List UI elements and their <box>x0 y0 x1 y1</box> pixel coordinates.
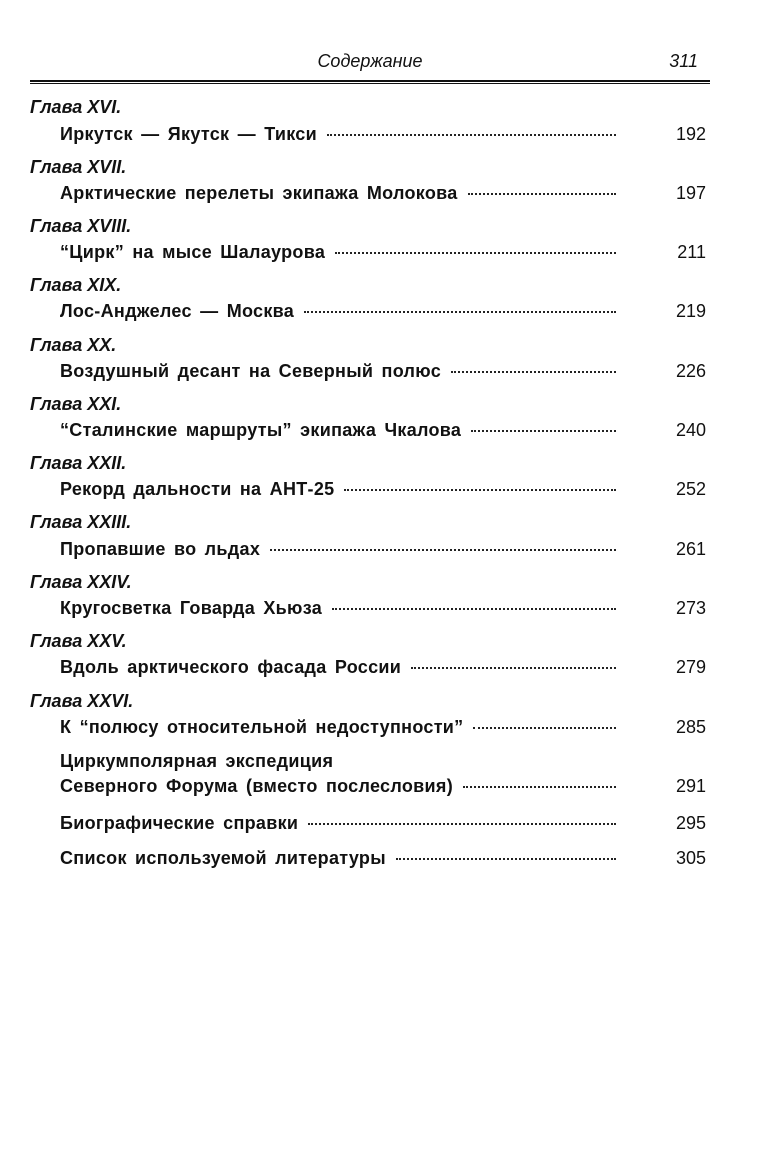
chapter-label: Глава XXVI. <box>30 691 134 711</box>
chapter-label: Глава XVII. <box>30 157 127 177</box>
page-number: 192 <box>675 124 706 144</box>
toc-entry <box>60 299 616 323</box>
page-number: 197 <box>675 183 706 203</box>
chapter-label: Глава XVI. <box>30 97 122 117</box>
header-rule <box>30 80 710 84</box>
toc-entry <box>60 181 616 205</box>
toc-entry <box>60 359 616 383</box>
toc-entry <box>60 477 616 501</box>
toc-entry <box>60 811 616 835</box>
page-number: 295 <box>675 813 706 833</box>
chapter-title: “Сталинские маршруты” экипажа Чкалова <box>60 420 462 440</box>
chapter-title: Иркутск — Якутск — Тикси <box>60 124 317 144</box>
running-title: Содержание <box>317 51 423 71</box>
chapter-label: Глава XXV. <box>30 631 127 651</box>
dot-leader <box>451 369 616 373</box>
chapter-label: Глава XX. <box>30 335 117 355</box>
chapter-title: Пропавшие во льдах <box>60 539 261 559</box>
toc-entry <box>60 655 616 679</box>
toc-entry <box>60 715 616 739</box>
page-number: 219 <box>675 301 706 321</box>
dot-leader <box>270 547 616 551</box>
page-number: 305 <box>675 848 706 868</box>
dot-leader <box>304 309 616 313</box>
chapter-label: Глава XXI. <box>30 394 122 414</box>
toc-entry <box>60 240 616 264</box>
chapter-label: Глава XXIII. <box>30 512 132 532</box>
chapter-label: Глава XIX. <box>30 275 122 295</box>
page-number: 226 <box>675 361 706 381</box>
chapter-title: Воздушный десант на Северный полюс <box>60 361 442 381</box>
dot-leader <box>327 132 616 136</box>
chapter-title: К “полюсу относительной недоступности” <box>60 717 464 737</box>
toc-entry <box>60 846 616 870</box>
folio-page-number: 311 <box>669 51 698 71</box>
afterword-title-line-1: Циркумполярная экспедиция <box>60 751 334 771</box>
chapter-title: Арктические перелеты экипажа Молокова <box>60 183 458 203</box>
dot-leader <box>463 784 616 788</box>
dot-leader <box>473 725 616 729</box>
page-number: 261 <box>675 539 706 559</box>
chapter-title: Кругосветка Говарда Хьюза <box>60 598 323 618</box>
chapter-label: Глава XXII. <box>30 453 127 473</box>
dot-leader <box>468 191 616 195</box>
bibliography-title: Список используемой литературы <box>60 848 386 868</box>
biographies-title: Биографические справки <box>60 813 299 833</box>
dot-leader <box>411 665 616 669</box>
toc-entry <box>60 596 616 620</box>
toc-entry <box>60 537 616 561</box>
page-number: 279 <box>675 657 706 677</box>
page-number: 211 <box>677 242 706 262</box>
chapter-title: Рекорд дальности на АНТ-25 <box>60 479 335 499</box>
chapter-title: Лос-Анджелес — Москва <box>60 301 295 321</box>
toc-entry <box>60 774 616 798</box>
dot-leader <box>471 428 616 432</box>
page-number: 285 <box>675 717 706 737</box>
page-number: 240 <box>675 420 706 440</box>
afterword-title-line-2: Северного Форума (вместо послесловия) <box>60 776 453 796</box>
dot-leader <box>332 606 616 610</box>
running-head <box>30 50 710 76</box>
page-number: 291 <box>675 776 706 796</box>
dot-leader <box>308 821 616 825</box>
dot-leader <box>344 487 616 491</box>
toc-entry <box>60 122 616 146</box>
dot-leader <box>396 856 616 860</box>
chapter-label: Глава XVIII. <box>30 216 132 236</box>
page-number: 252 <box>675 479 706 499</box>
chapter-title: “Цирк” на мысе Шалаурова <box>60 242 326 262</box>
dot-leader <box>335 250 616 254</box>
toc-entry <box>60 418 616 442</box>
chapter-label: Глава XXIV. <box>30 572 132 592</box>
chapter-title: Вдоль арктического фасада России <box>60 657 402 677</box>
page-number: 273 <box>675 598 706 618</box>
